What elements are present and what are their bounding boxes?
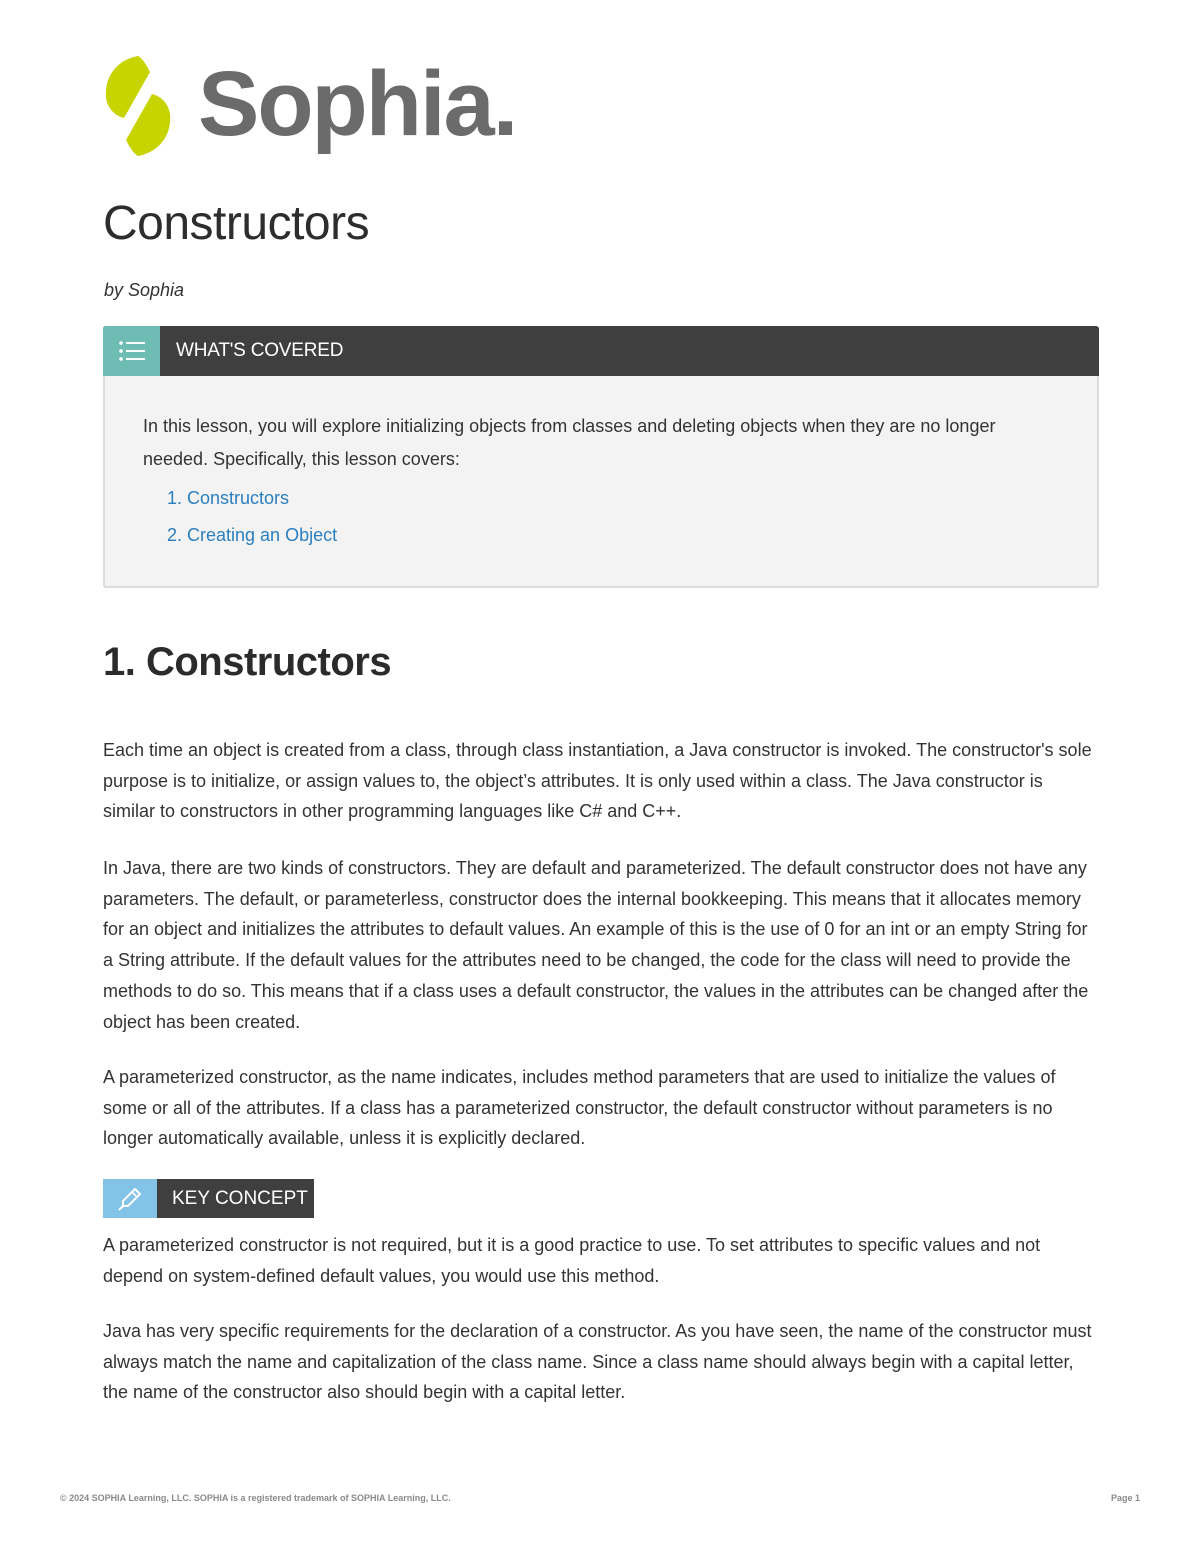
whats-covered-intro: In this lesson, you will explore initializing objects from classes and deleting objects when they are no longer needed. Specifically, this lesson covers: <box>143 416 996 469</box>
footer-page-number: Page 1 <box>1110 1493 1140 1503</box>
paragraph-closing: Java has very specific requirements for the declaration of a constructor. As you have seen, the name of the constructor must always match the name and capitalization of the class name. Since a class name should always begin with a capital letter, the name of the constructor also should begin with a capital letter. <box>103 1321 1092 1403</box>
sophia-logo <box>102 54 516 158</box>
key-concept-text: A parameterized constructor is not required, but it is a good practice to use. To set attributes to specific values and not depend on system-defined default values, you would use this method. <box>103 1235 1041 1286</box>
paragraph-3: A parameterized constructor, as the name indicates, includes method parameters that are used to initialize the values of some or all of the attributes. If a class has a parameterized constructor, the default constructor without parameters is no longer automatically available, unless it is explicitly declared. <box>103 1067 1056 1149</box>
whats-covered-body <box>143 410 1063 554</box>
section-heading: 1. Constructors <box>103 640 392 684</box>
whats-covered-title: WHAT'S COVERED <box>176 340 344 361</box>
footer-copyright: © 2024 SOPHIA Learning, LLC. SOPHIA is a registered trademark of SOPHIA Learning, LLC. <box>60 1493 451 1503</box>
key-concept-banner <box>103 1179 314 1218</box>
whats-covered-header <box>103 326 1099 376</box>
sophia-logo-icon <box>102 54 174 158</box>
paragraph-2: In Java, there are two kinds of constructors. They are default and parameterized. The default constructor does not have any parameters. The default, or parameterless, constructor does the internal bookkeeping. This means that it allocates memory for an object and initializes the attributes to default values. An example of this is the use of 0 for an int or an empty String for a String attribute. If the default values for the attributes need to be changed, the code for the class will need to provide the methods to do so. This means that if a class uses a default constructor, the values in the attributes can be changed after the object has been created. <box>103 858 1089 1032</box>
key-concept-label: KEY CONCEPT <box>157 1179 314 1218</box>
whats-covered-list <box>167 480 1063 554</box>
pen-icon <box>103 1179 157 1218</box>
whats-covered-box <box>103 326 1099 588</box>
paragraph-1: Each time an object is created from a class, through class instantiation, a Java constructor is invoked. The constructor's sole purpose is to initialize, or assign values to, the object’s attributes. It is only used within a class. The Java constructor is similar to constructors in other programming languages like C# and C++. <box>103 740 1092 822</box>
byline: by Sophia <box>104 280 185 300</box>
covered-link-creating-object[interactable]: 2. Creating an Object <box>167 525 338 545</box>
covered-link-constructors[interactable]: 1. Constructors <box>167 488 290 508</box>
sophia-wordmark: Sophia. <box>198 53 517 155</box>
page-title: Constructors <box>103 197 370 250</box>
list-icon <box>103 326 160 376</box>
